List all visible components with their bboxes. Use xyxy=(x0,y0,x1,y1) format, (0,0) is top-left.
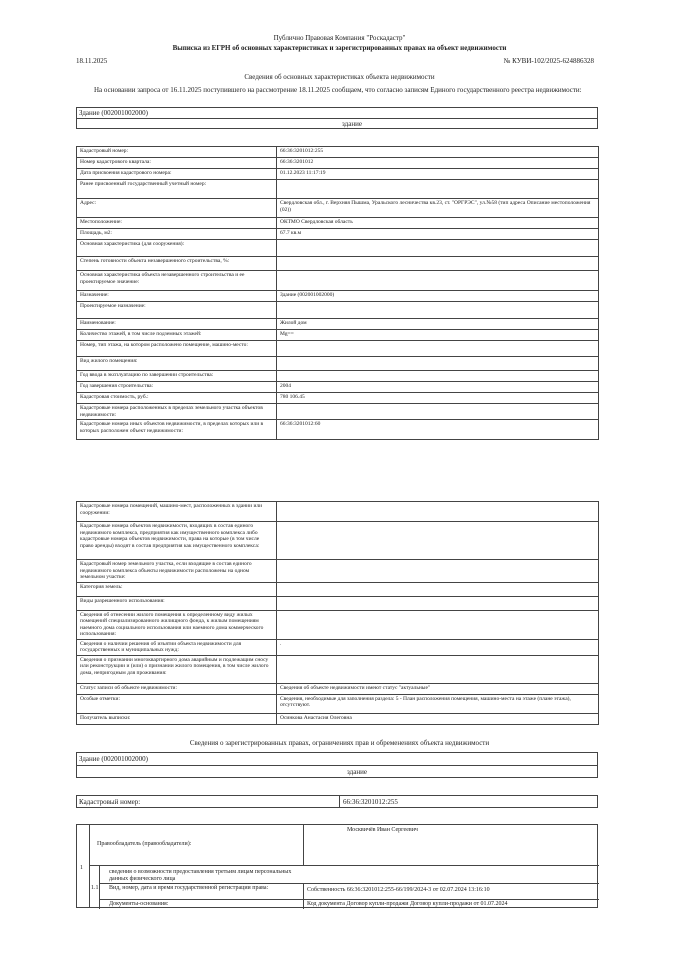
row-value xyxy=(277,404,599,420)
table-row xyxy=(77,218,599,229)
row-label: Кадастровая стоимость, руб.: xyxy=(77,393,277,404)
row-label: Год ввода в эксплуатацию по завершении строительства: xyxy=(77,371,277,382)
row-label: Виды разрешенного использования: xyxy=(77,596,277,610)
document-title: Выписка из ЕГРН об основных характеристиках и зарегистрированных правах на объект недвижимости xyxy=(172,44,507,52)
row-label: Основная характеристика (для сооружения): xyxy=(77,240,277,257)
document-number: № КУВИ-102/2025-624886328 xyxy=(503,57,594,65)
table-row xyxy=(77,420,599,440)
table-row xyxy=(77,341,599,357)
table-row xyxy=(77,522,599,560)
table-row xyxy=(77,271,599,291)
table-row xyxy=(77,502,599,522)
company-name: Публично Правовая Компания "Роскадастр" xyxy=(273,34,406,42)
row-label: Местоположение: xyxy=(77,218,277,229)
row-value xyxy=(277,302,599,319)
rights-object-label: Здание (002001002000) xyxy=(79,755,149,763)
row-label: Кадастровый номер: xyxy=(77,147,277,158)
row-value xyxy=(277,341,599,357)
row-value: 2004 xyxy=(277,382,599,393)
table-row xyxy=(77,291,599,302)
row-value: 66:36:3201012:255 xyxy=(277,147,599,158)
row-label: Вид жилого помещения: xyxy=(77,357,277,371)
rights-subrow-number: 1.1 xyxy=(91,885,99,891)
row-label: Кадастровые номера объектов недвижимости, входящих в состав единого недвижимого комплекса, предприятия как имущественного комплекса либо кадастровые номера объектов недвижимости, права на которые (в том числе право аренды) входят в состав предприятия как имущественного комплекса: xyxy=(77,522,277,560)
table-row xyxy=(77,713,599,724)
row-value: ОКТМО Свердловская область xyxy=(277,218,599,229)
row-value: Mg== xyxy=(277,330,599,341)
row-label: Количество этажей, в том числе подземных этажей: xyxy=(77,330,277,341)
row-label: Год завершения строительства: xyxy=(77,382,277,393)
table-row xyxy=(77,147,599,158)
table-row xyxy=(77,382,599,393)
object-label: Здание (002001002000) xyxy=(79,109,149,117)
rights-cadastral-value: 66:36:3201012:255 xyxy=(343,798,398,806)
row-label: Степень готовности объекта незавершенного строительства, %: xyxy=(77,257,277,271)
row-label: Кадастровые номера помещений, машино-мест, расположенных в здании или сооружении: xyxy=(77,502,277,522)
table-row xyxy=(77,302,599,319)
registration-label: Вид, номер, дата и время государственной регистрации права: xyxy=(109,885,269,891)
row-label: Адрес: xyxy=(77,199,277,218)
row-label: Ранее присвоенный государственный учетный номер: xyxy=(77,180,277,199)
section1-heading: Сведения об основных характеристиках объекта недвижимости xyxy=(244,73,435,81)
rights-object-box xyxy=(76,752,598,778)
table-row xyxy=(77,404,599,420)
row-value: Жилой дом xyxy=(277,319,599,330)
table-row xyxy=(77,229,599,240)
row-label: Получатель выписки: xyxy=(77,713,277,724)
row-value xyxy=(277,357,599,371)
row-label: Кадастровые номера расположенных в пределах земельного участка объектов недвижимости: xyxy=(77,404,277,420)
row-value xyxy=(277,240,599,257)
table-row xyxy=(77,330,599,341)
row-value: 66:36:3201012:60 xyxy=(277,420,599,440)
table-row xyxy=(77,393,599,404)
table-row xyxy=(77,560,599,583)
table-row xyxy=(77,240,599,257)
basis-documents-label: Документы-основания: xyxy=(109,901,169,907)
table-row xyxy=(77,596,599,610)
additional-characteristics-table xyxy=(76,501,599,725)
rights-object-type: здание xyxy=(347,768,367,776)
row-value xyxy=(277,257,599,271)
section2-heading: Сведения о зарегистрированных правах, ограничениях прав и обременениях объекта недвижимости xyxy=(189,739,490,747)
row-value: . xyxy=(277,639,599,655)
row-value: Свердловская обл., г. Верхняя Пышма, Уральского лесничества кв.23, ст. "ОРГРЭС", ул.№58 (тип адреса Описание местоположения (02)) xyxy=(277,199,599,218)
row-label: Дата присвоения кадастрового номера: xyxy=(77,169,277,180)
row-label: Кадастровые номера иных объектов недвижимости, в пределах которых или в которых расположен объект недвижимости: xyxy=(77,420,277,440)
table-row xyxy=(77,180,599,199)
object-type: здание xyxy=(342,120,362,128)
object-box xyxy=(76,107,598,129)
row-label: Проектируемое назначение: xyxy=(77,302,277,319)
row-label: Сведения о наличии решения об изъятии объекта недвижимости для государственных и муниципальных нужд: xyxy=(77,639,277,655)
row-value: Здание (002001002000) xyxy=(277,291,599,302)
row-value: Сведения об объекте недвижимости имеют статус "актуальные" xyxy=(277,683,599,694)
row-label: Категория земель: xyxy=(77,582,277,596)
row-value xyxy=(277,180,599,199)
rights-row-number: 1 xyxy=(80,865,83,871)
row-label: Номер кадастрового квартала: xyxy=(77,158,277,169)
row-label: Особые отметки: xyxy=(77,694,277,713)
registration-value: Собственность 66:36:3201012:255-66/199/2024-3 от 02.07.2024 13:16:10 xyxy=(307,887,490,893)
row-value xyxy=(277,582,599,596)
personal-data-note: сведения о возможности предоставления третьим лицам персональных данных физического лица xyxy=(109,869,292,882)
table-row xyxy=(77,257,599,271)
table-row xyxy=(77,694,599,713)
row-label: Площадь, м2: xyxy=(77,229,277,240)
row-label: Наименование: xyxy=(77,319,277,330)
table-row xyxy=(77,655,599,683)
row-value xyxy=(277,271,599,291)
request-intro: На основании запроса от 16.11.2025 поступившего на рассмотрение 18.11.2025 сообщаем, что согласно записям Единого государственного реестра недвижимости: xyxy=(94,86,582,94)
row-value: 01.12.2023 11:17:19 xyxy=(277,169,599,180)
row-value xyxy=(277,522,599,560)
row-label: Кадастровый номер земельного участка, если входящие в состав единого недвижимого комплекса объекты недвижимости расположены на одном земельном участке: xyxy=(77,560,277,583)
row-label: Номер, тип этажа, на котором расположено помещение, машино-место: xyxy=(77,341,277,357)
rights-table xyxy=(76,824,598,908)
row-label: Сведения о признании многоквартирного дома аварийным и подлежащим сносу или реконструкции и (или) о признании жилого помещения, в том числе жилого дома, непригодным для проживания: xyxy=(77,655,277,683)
table-row xyxy=(77,158,599,169)
row-label: Статус записи об объекте недвижимости: xyxy=(77,683,277,694)
table-row xyxy=(77,683,599,694)
row-label: Основная характеристика объекта незавершенного строительства и ее проектируемое значение: xyxy=(77,271,277,291)
table-row xyxy=(77,582,599,596)
table-row xyxy=(77,357,599,371)
row-value xyxy=(277,610,599,639)
row-value xyxy=(277,371,599,382)
row-value: 67.7 кв.м xyxy=(277,229,599,240)
row-value: Сведения, необходимые для заполнения раздела: 5 - План расположения помещения, машино-места на этаже (плане этажа), отсутствуют. xyxy=(277,694,599,713)
row-value xyxy=(277,560,599,583)
table-row xyxy=(77,199,599,218)
document-date: 18.11.2025 xyxy=(76,57,108,65)
row-value: Осинкова Анастасия Олеговна xyxy=(277,713,599,724)
table-row xyxy=(77,639,599,655)
row-value xyxy=(277,655,599,683)
row-value: 66:36:3201012 xyxy=(277,158,599,169)
row-value xyxy=(277,596,599,610)
table-row xyxy=(77,610,599,639)
table-row xyxy=(77,169,599,180)
main-characteristics-table xyxy=(76,146,599,440)
row-label: Назначение: xyxy=(77,291,277,302)
table-row xyxy=(77,371,599,382)
rights-holder-value: Москвичёв Иван Сергеевич xyxy=(347,827,418,833)
row-label: Сведения об отнесении жилого помещения к определенному виду жилых помещений специализированного жилищного фонда, к жилым помещениям наемного дома социального использования или наемного дома коммерческого использования: xyxy=(77,610,277,639)
basis-documents-value: Код документа Договор купли-продажи Договор купли-продажи от 01.07.2024 xyxy=(307,901,508,907)
rights-cadastral-row xyxy=(76,795,598,808)
row-value: 780 106.45 xyxy=(277,393,599,404)
row-value xyxy=(277,502,599,522)
rights-cadastral-label: Кадастровый номер: xyxy=(79,798,141,806)
table-row xyxy=(77,319,599,330)
rights-holder-label: Правообладатель (правообладатели): xyxy=(97,841,192,847)
